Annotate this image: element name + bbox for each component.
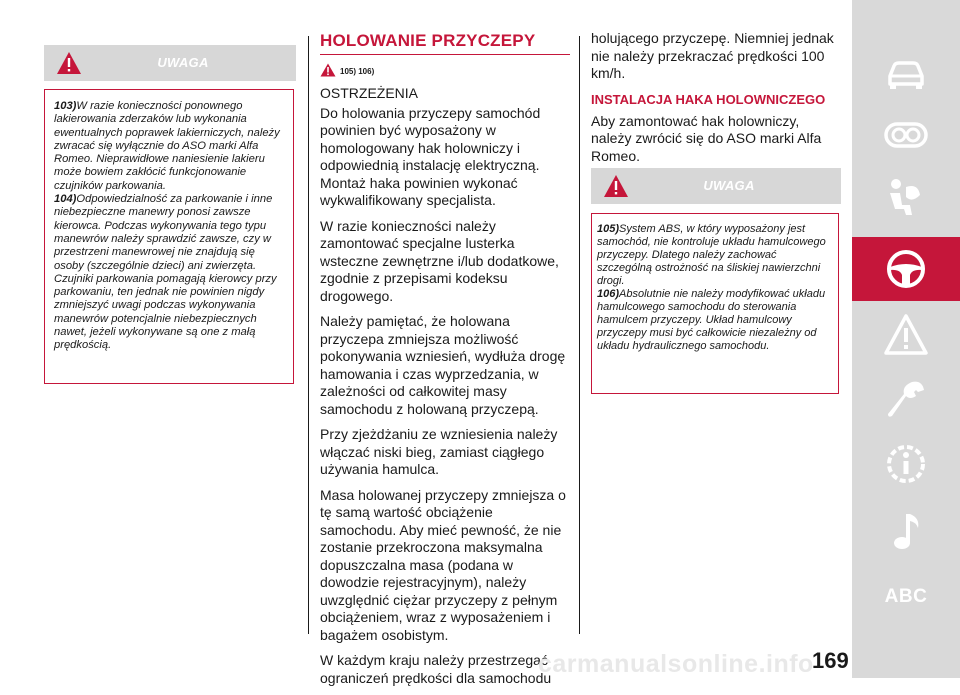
- page-number: 169: [812, 648, 849, 673]
- warning-body: [44, 89, 294, 384]
- paragraph: W razie konieczności należy zamontować specjalne lusterka wsteczne zewnętrzne i/lub dodatkowe, zgodnie z przepisami kodeksu drogowego.: [320, 217, 559, 304]
- refs-text: 105) 106): [340, 67, 375, 76]
- paragraph: Aby zamontować hak holowniczy, należy zwrócić się do ASO marki Alfa Romeo.: [591, 112, 822, 164]
- item-number: 105): [597, 223, 620, 235]
- dashboard-icon: [882, 111, 930, 159]
- warning-triangle-icon: [603, 174, 629, 198]
- warning-box-1: [44, 45, 296, 385]
- chapter-sidebar: [852, 0, 960, 678]
- warning-refs: [320, 63, 570, 85]
- safety-icon: [882, 173, 930, 221]
- watermark: carmanualsonline.info: [538, 650, 814, 678]
- main-column: [320, 30, 570, 695]
- paragraph: W każdym kraju należy przestrzegać ograniczeń prędkości dla samochodu: [320, 652, 552, 686]
- item-text: Absolutnie nie należy modyfikować układu hamulcowego samochodu do sterowania hamulcem przyczepy. Układ hamulcowy przyczepy musi być całkowicie niezależny od układu hydraulicznego samochodu.: [597, 288, 826, 352]
- car-icon: [882, 48, 930, 96]
- section-title: HOLOWANIE PRZYCZEPY: [320, 31, 536, 50]
- right-column: [591, 30, 841, 173]
- sidebar-item-maintenance[interactable]: [852, 368, 960, 432]
- warning-item: [597, 288, 832, 353]
- sidebar-item-car[interactable]: [852, 40, 960, 104]
- wrench-icon: [882, 376, 930, 424]
- warning-item: [597, 223, 832, 288]
- item-text: W razie konieczności ponownego lakierowania zderzaków lub wykonania ewentualnych poprawek lakierniczych, należy zwracać się wyłącznie do ASO marki Alfa Romeo. Nieprawidłowe naniesienie lakieru może bowiem zakłócić funkcjonowanie czujników parkowania.: [54, 100, 280, 192]
- paragraph: Do holowania przyczepy samochód powinien być wyposażony w homologowany hak holowniczy i odpowiednią instalację elektryczną. Montaż haka powinien wykonać wykwalifikowany specjalista.: [320, 104, 541, 208]
- warning-box-2: [591, 168, 841, 396]
- paragraph: Przy zjeżdżaniu ze wzniesienia należy włączać niski bieg, zamiast ciągłego używania hamulca.: [320, 426, 558, 477]
- sidebar-item-driving[interactable]: [852, 237, 960, 301]
- item-number: 106): [597, 288, 620, 300]
- warning-item: [54, 193, 287, 353]
- sidebar-item-multimedia[interactable]: [852, 500, 960, 564]
- warning-triangle-icon: [56, 51, 82, 75]
- column-divider: [579, 36, 580, 634]
- section-rule: [320, 54, 570, 55]
- warning-header: [591, 168, 841, 204]
- sidebar-item-emergency[interactable]: [852, 303, 960, 367]
- paragraph: holującego przyczepę. Niemniej jednak nie należy przekraczać prędkości 100 km/h.: [591, 30, 834, 81]
- subsection-title: INSTALACJA HAKA HOLOWNICZEGO: [591, 91, 826, 107]
- warning-icon: [882, 311, 930, 359]
- warning-title: UWAGA: [157, 55, 209, 70]
- info-icon: [882, 440, 930, 488]
- warning-title: UWAGA: [703, 178, 755, 193]
- paragraph: Masa holowanej przyczepy zmniejsza o tę samą wartość obciążenie samochodu. Aby mieć pewność, że nie zostanie przekroczona maksymalna dopuszczalna masa (podana w dowodzie rejestracyjnym), należy uwzględnić ciężar przyczepy z pełnym obciążeniem, wraz z wyposażeniem i bagażem osobistym.: [320, 486, 566, 643]
- warning-body: [591, 213, 839, 394]
- column-divider: [308, 36, 309, 634]
- sidebar-item-index[interactable]: ABC: [884, 586, 928, 607]
- sidebar-item-safety[interactable]: [852, 165, 960, 229]
- warning-item: [54, 100, 287, 193]
- item-number: 104): [54, 193, 77, 206]
- warning-triangle-icon: [320, 63, 336, 77]
- warning-header: [44, 45, 296, 81]
- item-number: 103): [54, 100, 77, 112]
- sidebar-item-dashboard[interactable]: [852, 103, 960, 167]
- item-text: System ABS, w który wyposażony jest samochód, nie kontroluje układu hamulcowego przyczepy. Dlatego należy zachować szczególną ostrożność na śliskiej nawierzchni drogi.: [597, 223, 826, 287]
- music-note-icon: [882, 508, 930, 556]
- item-text: Odpowiedzialność za parkowanie i inne niebezpieczne manewry ponosi zawsze kierowca. Podczas wykonywania tego typu manewrów należy sprawdzić zawsze, czy w przestrzeni manewrowej nie znajdują się osoby (szczególnie dzieci) ani zwierzęta. Czujniki parkowania pomagają kierowcy przy parkowaniu, ten jednak nie powinien nigdy zmniejszyć uwagi podczas wykonywania manewrów potencjalnie niebezpiecznych nawet, jeżeli wykonywane są one z małą prędkością.: [54, 193, 277, 352]
- sidebar-item-technical-data[interactable]: [852, 432, 960, 496]
- steering-wheel-icon: [882, 245, 930, 293]
- paragraph: Należy pamiętać, że holowana przyczepa zmniejsza możliwość pokonywania wzniesień, wydłuża drogę hamowania i czas wyprzedzania, w zależności od całkowitej masy samochodu z holowaną przyczepą.: [320, 313, 566, 417]
- paragraph: OSTRZEŻENIA: [320, 85, 419, 101]
